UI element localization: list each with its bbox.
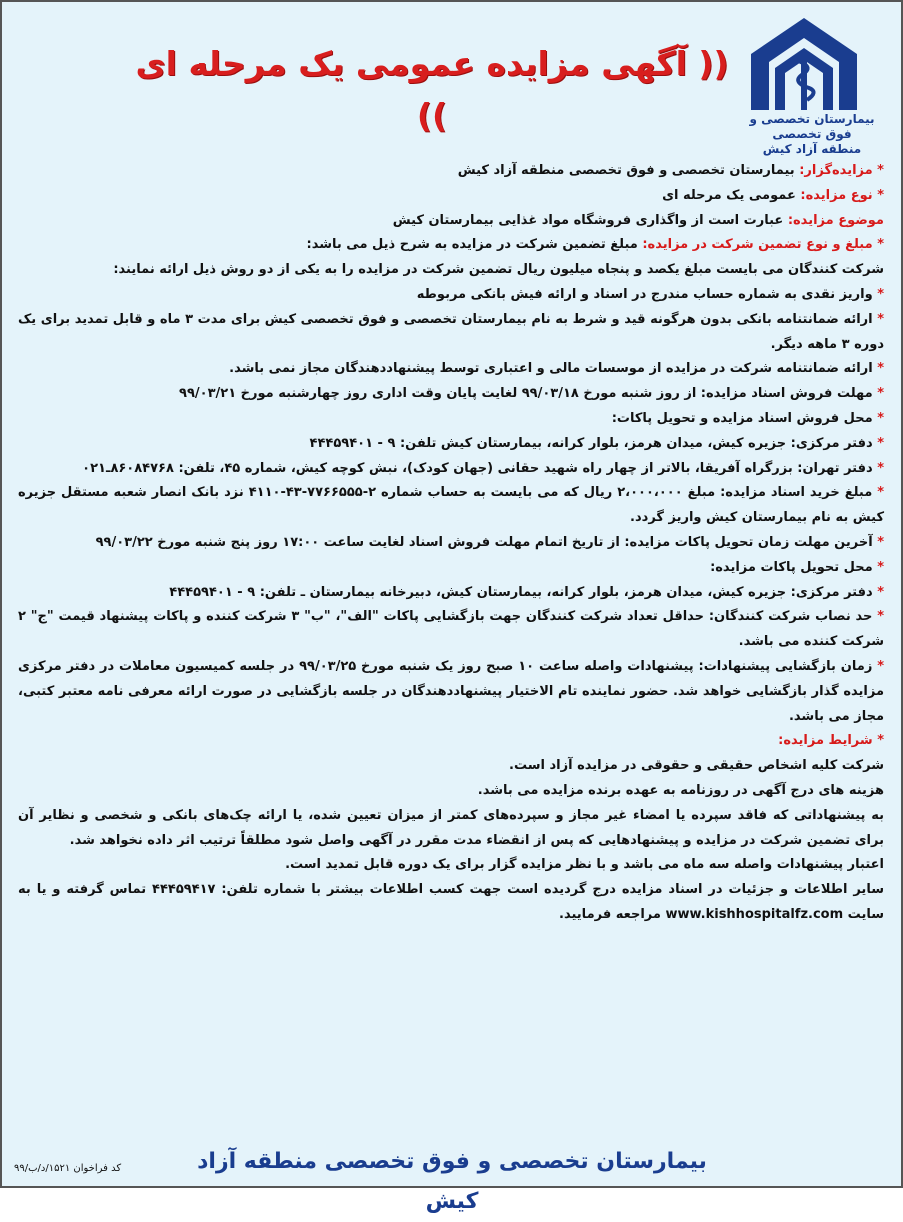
tehran-office-item: * دفتر تهران: بزرگراه آفریقا، بالاتر از چهار راه شهید حقانی (جهان کودک)، نبش کوچه کیش، شماره ۴۵، تلفن: ۸۶۰۸۴۷۶۸ـ۰۲۱: [82, 460, 884, 476]
quorum-item: * حد نصاب شرکت کنندگان: حداقل تعداد شرکت کنندگان جهت بازگشایی پاکات "الف"، "ب" ۳ شرکت کننده و پاکات پیشنهاد قیمت "ج" ۲ شرکت کننده می باشد.: [18, 609, 884, 650]
cash-deposit-item: * واریز نقدی به شماره حساب مندرج در اسناد و ارائه فیش بانکی مربوطه: [416, 286, 884, 302]
financial-institution-item: * ارائه ضمانتنامه شرکت در مزایده از موسسات مالی و اعتباری توسط پیشنهاددهندگان مجاز نمی باشد.: [229, 361, 884, 377]
head-office-item: * دفتر مرکزی: جزیره کیش، میدان هرمز، بلوار کرانه، بیمارستان کیش تلفن: ۹ - ۴۴۴۵۹۴۰۱: [309, 435, 884, 451]
guarantee-line: * مبلغ و نوع تضمین شرکت در مزایده: مبلغ تضمین شرکت در مزایده به شرح ذیل می باشد:: [306, 237, 884, 253]
submission-location-item: * محل تحویل پاکات مزایده:: [710, 559, 884, 575]
sale-location-item: * محل فروش اسناد مزایده و تحویل پاکات:: [611, 410, 884, 426]
condition-ad-cost: هزینه های درج آگهی در روزنامه به عهده برنده مزایده می باشد.: [477, 782, 884, 798]
condition-invalid-offers: به پیشنهاداتی که فاقد سپرده یا امضاء غیر مجاز و سپرده‌های کمتر از میزان تعیین شده، یا ارائه چک‌های بانکی و شخصی و نظایر آن برای تضمین شرکت در مزایده و پیشنهادهایی که پس از انقضاء مدت مقرر در آگهی واصل شود مطلقاً ترتیب اثر داده نخواهد شد.: [18, 807, 884, 848]
submission-deadline-item: * آخرین مهلت زمان تحویل پاکات مزایده: از تاریخ اتمام مهلت فروش اسناد لغایت ساعت ۱۷:۰۰ روز پنج شنبه مورخ ۹۹/۰۳/۲۲: [95, 534, 884, 550]
bank-guarantee-item: * ارائه ضمانتنامه بانکی بدون هرگونه قید و شرط به نام بیمارستان تخصصی و فوق تخصصی کیش برای مدت ۳ ماه و قابل تمدید برای یک دوره ۳ ماهه دیگر.: [18, 311, 884, 352]
document-price-item: * مبلغ خرید اسناد مزایده: مبلغ ۲،۰۰۰،۰۰۰ ریال که می بایست به حساب شماره ۲-۷۷۶۶۵۵۵-۴۳-۴۱۱۰ نزد بانک انصار شعبه مستقل جزیره کیش به نام بیمارستان کیش واریز گردد.: [18, 485, 885, 526]
announcement-body: [18, 159, 884, 928]
opening-time-item: * زمان بازگشایی پیشنهادات: پیشنهادات واصله ساعت ۱۰ صبح روز یک شنبه مورخ ۹۹/۰۳/۲۵ در جلسه کمیسیون معاملات در دفتر مرکزی مزایده گذار بازگشایی خواهد شد. حضور نماینده تام الاختیار پیشنهاددهندگان در جلسه بازگشایی در صورت ارائه معرفی نامه معتبر کتبی، مجاز می باشد.: [18, 658, 884, 724]
condition-more-info: سایر اطلاعات و جزئیات در اسناد مزایده درج گردیده است جهت کسب اطلاعات بیشتر با شماره تلفن: ۴۴۴۵۹۴۱۷ تماس گرفته و یا به سایت www.kishhospitalfz.com مراجعه فرمایید.: [18, 882, 884, 922]
head-office-secretariat-item: * دفتر مرکزی: جزیره کیش، میدان هرمز، بلوار کرانه، بیمارستان کیش، دبیرخانه بیمارستان ـ تلفن: ۹ - ۴۴۴۵۹۴۰۱: [169, 584, 884, 600]
logo-caption-line2: منطقه آزاد کیش: [762, 142, 862, 156]
sale-deadline-item: * مهلت فروش اسناد مزایده: از روز شنبه مورخ ۹۹/۰۳/۱۸ لغایت پایان وقت اداری روز چهارشنبه مورخ ۹۹/۰۳/۲۱: [179, 386, 884, 402]
condition-open-participation: شرکت کلیه اشخاص حقیقی و حقوقی در مزایده آزاد است.: [509, 758, 884, 774]
header: [2, 2, 901, 156]
footer-hospital-name: بیمارستان تخصصی و فوق تخصصی منطقه آزاد کیش: [197, 1149, 707, 1214]
auction-type-line: * نوع مزایده: عمومی یک مرحله ای: [662, 187, 884, 203]
call-code: کد فراخوان ۱۵۲۱/د/ب/۹۹: [14, 1163, 122, 1174]
logo-caption-line1: بیمارستان تخصصی و فوق تخصصی: [749, 112, 875, 141]
caduceus-arch-icon: [745, 10, 863, 112]
condition-validity: اعتبار پیشنهادات واصله سه ماه می باشد و با نظر مزایده گزار برای یک دوره قابل تمدید است.: [285, 857, 884, 873]
hospital-logo: [745, 10, 863, 112]
page-title: (( آگهی مزایده عمومی یک مرحله ای )): [135, 44, 729, 135]
guarantee-detail: شرکت کنندگان می بایست مبلغ یکصد و پنجاه میلیون ریال تضمین شرکت در مزایده را به یکی از دو روش ذیل ارائه نمایند:: [113, 262, 884, 278]
auction-subject-line: موضوع مزایده: عبارت است از واگذاری فروشگاه مواد غذایی بیمارستان کیش: [392, 212, 884, 228]
auctioneer-line: * مزایده‌گزار: بیمارستان تخصصی و فوق تخصصی منطقه آزاد کیش: [457, 163, 884, 178]
conditions-heading: * شرایط مزایده:: [778, 733, 884, 749]
logo-caption: [737, 112, 887, 157]
